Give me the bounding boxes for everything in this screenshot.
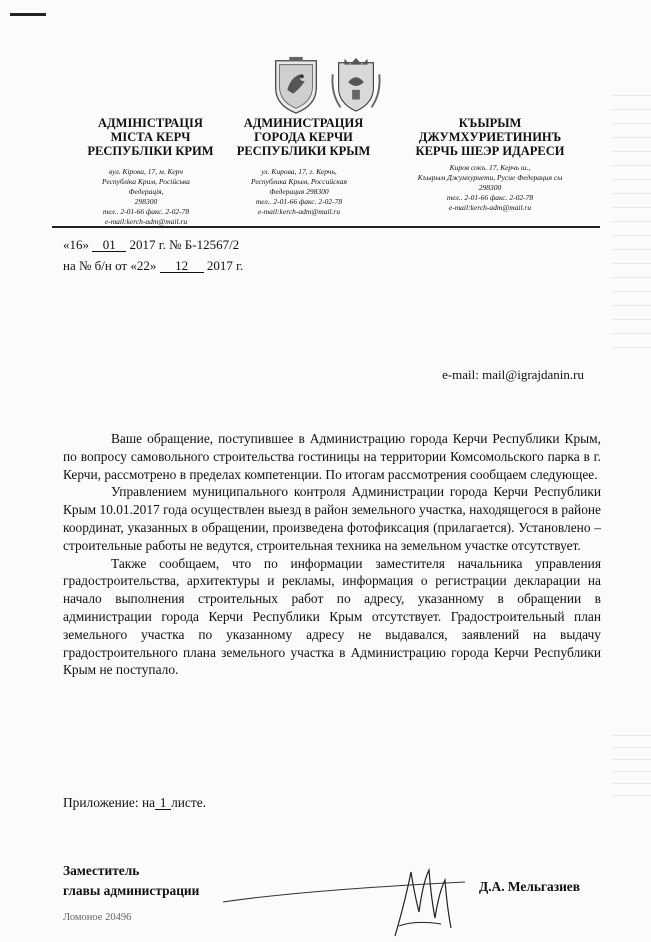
address-line: e-mail:kerch-adm@mail.ru	[448, 203, 532, 212]
incoming-reference	[63, 258, 243, 274]
address-line: вул. Кірова, 17, м. Керч	[109, 167, 183, 176]
header-right-title-line: КЪЫРЫМ	[458, 116, 522, 130]
outgoing-number: 2017 г. № Б-12567/2	[129, 237, 240, 252]
incoming-prefix: на № б/н от «22»	[63, 258, 157, 273]
incoming-year: 2017 г.	[206, 258, 244, 273]
signatory-title	[63, 861, 199, 901]
crimea-coat-of-arms-icon	[271, 55, 321, 115]
address-line: тел.. 2-01-66 факс. 2-02-78	[446, 193, 534, 202]
address-line: ул. Кирова, 17, г. Керчь,	[261, 167, 337, 176]
header-right-title-line: КЕРЧЬ ШЕЭР ИДАРЕСИ	[415, 144, 565, 158]
header-center-title-line: РЕСПУБЛИКИ КРЫМ	[236, 144, 371, 158]
attachment-suffix: листе.	[171, 795, 206, 810]
body-paragraph: Также сообщаем, что по информации заместителя начальника управления градостроительства, архитектуры и рекламы, информация о регистрации декларации на начало выполнения строительных работ по адресу, указанному в обращении в администрации города Керчи Республики Крым отсутствует. Градостроительный план земельного участка по указанному адресу не выдавался, заявлений на выдачу градостроительного плана земельного участка в Администрацию города Керчи Республики Крым не поступало.	[63, 555, 601, 678]
attachment-count: 1	[155, 796, 171, 810]
header-center-address	[229, 167, 369, 217]
handwritten-signature-icon	[215, 862, 475, 942]
corner-mark	[10, 13, 46, 16]
outgoing-day: «16»	[63, 237, 89, 252]
signatory-title-line: Заместитель	[63, 863, 140, 878]
header-right-address	[405, 163, 575, 213]
letter-body	[63, 430, 601, 679]
address-line: тел.. 2-01-66 факс. 2-02-78	[255, 197, 343, 206]
address-line: 298300	[478, 183, 502, 192]
address-line: Федерация 298300	[269, 187, 329, 196]
executor-stamp: Ломоное 20496	[63, 912, 132, 923]
outgoing-month: 01	[92, 238, 126, 252]
recipient-email: e-mail: mail@igrajdanin.ru	[442, 367, 584, 382]
header-divider	[52, 226, 600, 228]
body-paragraph: Управлением муниципального контроля Администрации города Керчи Республики Крым 10.01.2017 года осуществлен выезд в район земельного участка, находящегося в районе координат, указанных в обращении, произведена фотофиксация (прилагается). Установлено – строительные работы не ведутся, строительная техника на земельном участке отсутствует.	[63, 484, 601, 553]
header-center-title	[221, 116, 386, 158]
address-line: e-mail:kerch-adm@mail.ru	[104, 217, 188, 226]
attachment-prefix: Приложение: на	[63, 795, 156, 810]
header-left-title-line: МІСТА КЕРЧ	[110, 130, 191, 144]
signatory-title-line: главы администрации	[63, 883, 200, 898]
address-line: тел.. 2-01-66 факс. 2-02-78	[102, 207, 190, 216]
body-paragraph: Ваше обращение, поступившее в Администрацию города Керчи Республики Крым, по вопросу самовольного строительства гостиницы на территории Комсомольского парка в г. Керчи, рассмотрено в пределах компетенции. По итогам рассмотрения сообщаем следующее.	[63, 431, 601, 482]
bleed-through-marks	[611, 95, 651, 355]
kerch-coat-of-arms-icon	[330, 55, 382, 115]
attachment-note	[63, 795, 206, 811]
header-left-title	[68, 116, 233, 158]
header-right-title	[395, 116, 585, 158]
address-line: Республіка Крим, Російська	[102, 177, 190, 186]
bleed-through-marks	[611, 735, 651, 805]
header-left-address	[76, 167, 216, 227]
address-line: 298300	[134, 197, 158, 206]
header-left-title-line: АДМІНІСТРАЦІЯ	[98, 116, 203, 130]
address-line: e-mail:kerch-adm@mail.ru	[257, 207, 341, 216]
address-line: Федерація,	[128, 187, 164, 196]
outgoing-reference	[63, 237, 239, 253]
header-left-title-line: РЕСПУБЛІКИ КРИМ	[87, 144, 214, 158]
signatory-name: Д.А. Мельгазиев	[479, 879, 580, 894]
header-right-title-line: ДЖУМХУРИЕТИНИНЪ	[418, 130, 562, 144]
header-center-title-line: ГОРОДА КЕРЧИ	[254, 130, 353, 144]
address-line: Республика Крым, Российская	[251, 177, 347, 186]
incoming-month: 12	[160, 259, 204, 273]
header-center-title-line: АДМИНИСТРАЦИЯ	[243, 116, 364, 130]
address-line: Къырым Джумхуриети, Русие Федерация сы	[417, 173, 563, 182]
address-line: Киров сокъ. 17, Керчь ш.,	[449, 163, 531, 172]
